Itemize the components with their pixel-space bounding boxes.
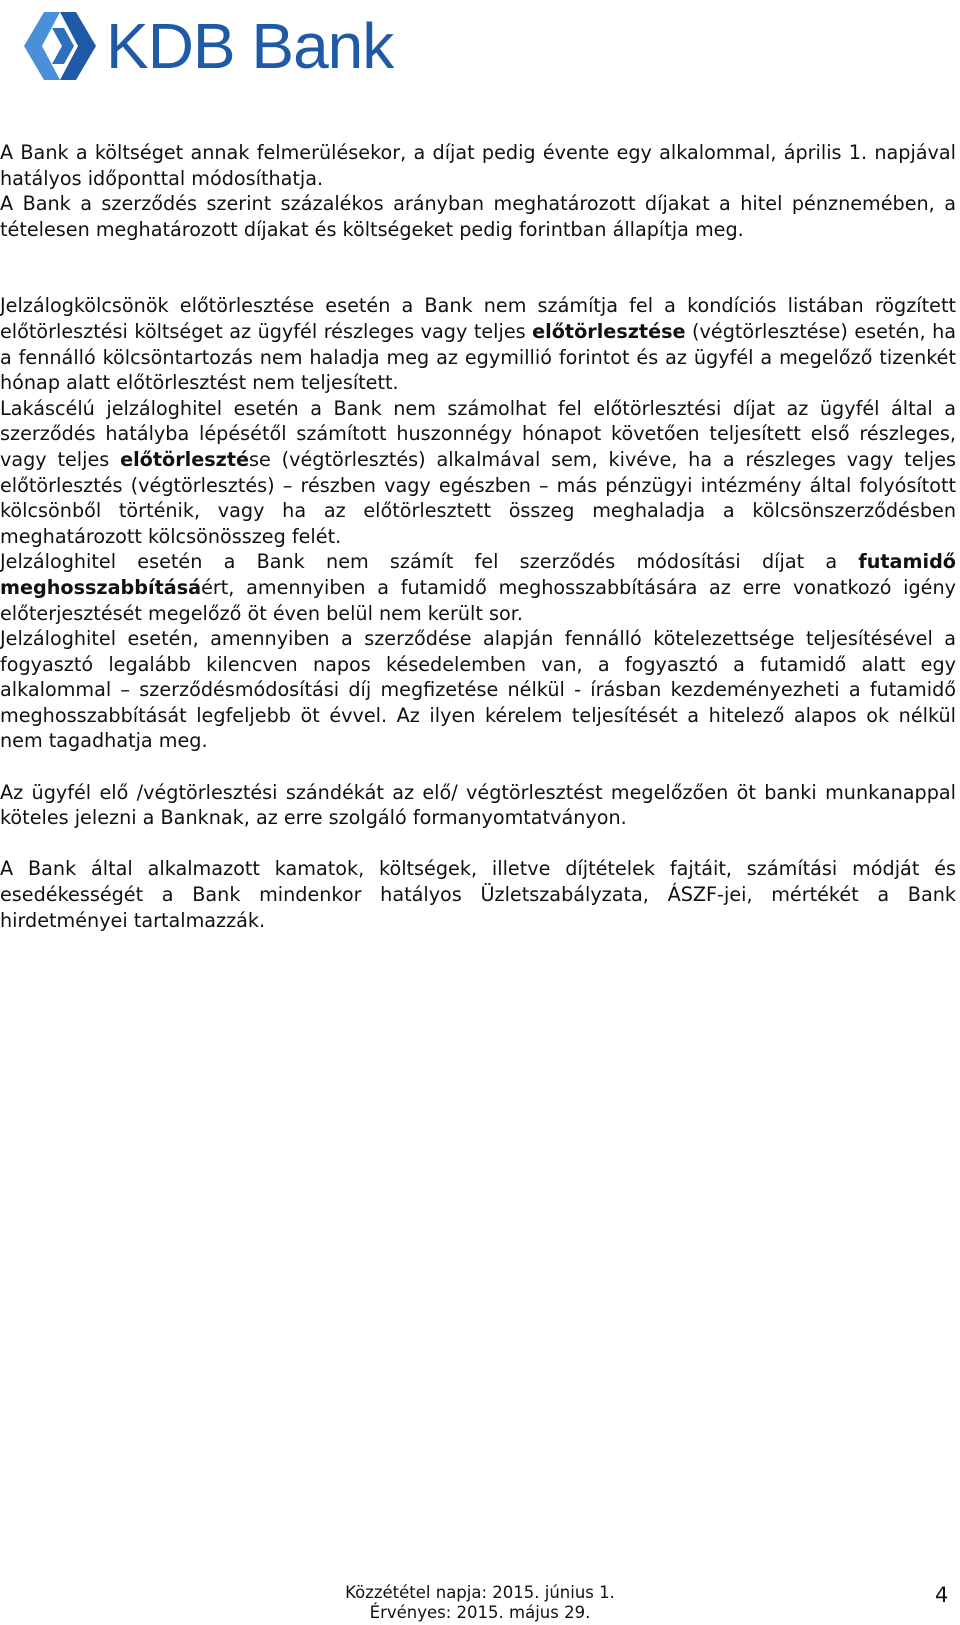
- page-number: 4: [935, 1583, 949, 1607]
- kdb-bank-logo: [20, 10, 393, 82]
- paragraph-5: Jelzáloghitel esetén a Bank nem számít fel szerződés módosítási díjat a futamidő meghosszabbításáért, amennyiben a futamidő meghosszabbítására az erre vonatkozó igény előterjesztését megelőző öt éven belül nem került sor.: [0, 550, 956, 625]
- kdb-diamond-icon: [20, 10, 100, 82]
- paragraph-4: Lakáscélú jelzáloghitel esetén a Bank nem számolhat fel előtörlesztési díjat az ügyfél által a szerződés hatályba lépésétől számított huszonnégy hónapot követően teljesített első részleges, vagy teljes előtörlesztése (végtörlesztés) alkalmával sem, kivéve, ha a részleges vagy teljes előtörlesztés (végtörlesztés) – részben vagy egészben – más pénzügyi intézmény által folyósított kölcsönből történik, vagy ha az előtörlesztett összeg meghaladja a kölcsönszerződésben meghatározott kölcsönösszeg felét.: [0, 396, 956, 548]
- paragraph-3: Jelzálogkölcsönök előtörlesztése esetén a Bank nem számítja fel a kondíciós listában rögzített előtörlesztési költséget az ügyfél részleges vagy teljes előtörlesztése (végtörlesztése) esetén, ha a fennálló kölcsöntartozás nem haladja meg az egymillió forintot és az ügyfél a megelőző tizenkét hónap alatt előtörlesztést nem teljesített.: [0, 294, 956, 395]
- paragraph-8: A Bank által alkalmazott kamatok, költségek, illetve díjtételek fajtáit, számítási módját és esedékességét a Bank mindenkor hatályos Üzletszabályzata, ÁSZF-jei, mértékét a Bank hirdetményei tartalmazzák.: [0, 857, 956, 932]
- bold-term: futamidő meghosszabbítás: [0, 550, 956, 599]
- bold-term: előtörleszté: [120, 447, 250, 471]
- paragraph-6: Jelzáloghitel esetén, amennyiben a szerződése alapján fennálló kötelezettsége teljesítésével a fogyasztó legalább kilencven napos késedelemben van, a fogyasztó a futamidő alatt egy alkalommal – szerződésmódosítási díj megfizetése nélkül - írásban kezdeményezheti a futamidő meghosszabbítását legfeljebb öt évvel. Az ilyen kérelem teljesítését a hitelező alapos ok nélkül nem tagadhatja meg.: [0, 627, 956, 753]
- validity-date: Érvényes: 2015. május 29.: [369, 1603, 591, 1622]
- paragraph-7: Az ügyfél elő /végtörlesztési szándékát az elő/ végtörlesztést megelőzően öt banki munkanappal köteles jelezni a Banknak, az erre szolgáló formanyomtatványon.: [0, 780, 956, 830]
- document-body: [0, 140, 956, 933]
- publication-date: Közzététel napja: 2015. június 1.: [345, 1583, 615, 1602]
- bold-term: előtörlesztése: [532, 319, 686, 343]
- paragraph-1: A Bank a költséget annak felmerülésekor, a díjat pedig évente egy alkalommal, április 1. napjával hatályos időponttal módosíthatja.: [0, 141, 956, 190]
- logo-text: KDB Bank: [106, 10, 394, 82]
- bold-term-suffix: á: [188, 575, 202, 599]
- footer-dates: [345, 1583, 615, 1623]
- paragraph-2: A Bank a szerződés szerint százalékos arányban meghatározott díjakat a hitel pénznemében, a tételesen meghatározott díjakat és költségeket pedig forintban állapítja meg.: [0, 192, 956, 241]
